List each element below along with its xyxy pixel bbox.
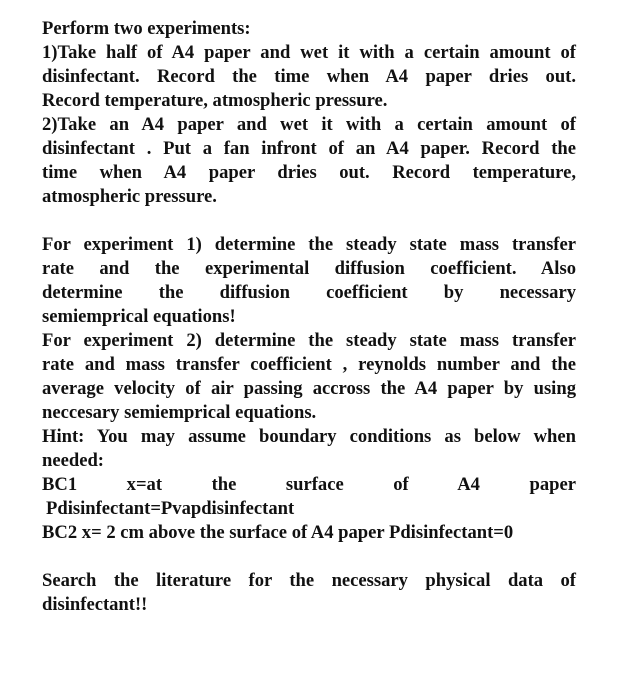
- bc1-line-2: Pdisinfectant=Pvapdisinfectant: [46, 498, 295, 519]
- task1-line-1: For experiment 1) determine the steady state mass transfer: [42, 234, 576, 255]
- exp1-line-2: disinfectant. Record the time when A4 paper dries out.: [42, 66, 576, 87]
- paragraph-gap: [42, 209, 576, 233]
- exp1-line-3: Record temperature, atmospheric pressure.: [42, 90, 388, 111]
- task2-line-4: neccesary semiemprical equations.: [42, 402, 317, 423]
- exp2-line-4: atmospheric pressure.: [42, 186, 217, 207]
- paragraph-gap: [42, 545, 576, 569]
- exp1-line-1: 1)Take half of A4 paper and wet it with a certain amount of: [42, 42, 576, 63]
- task2-line-2: rate and mass transfer coefficient , reynolds number and the: [42, 354, 576, 375]
- hint-line-1: Hint: You may assume boundary conditions as below when: [42, 426, 576, 447]
- task1-line-2: rate and the experimental diffusion coefficient. Also: [42, 258, 576, 279]
- assignment-text: [42, 17, 576, 617]
- hint-line-2: needed:: [42, 450, 104, 471]
- closing-line-1: Search the literature for the necessary physical data of: [42, 570, 576, 591]
- task1-line-4: semiemprical equations!: [42, 306, 236, 327]
- heading-perform-two-experiments: Perform two experiments:: [42, 18, 251, 39]
- task1-line-3: determine the diffusion coefficient by necessary: [42, 282, 576, 303]
- exp2-line-2: disinfectant . Put a fan infront of an A4 paper. Record the: [42, 138, 576, 159]
- task2-line-3: average velocity of air passing accross the A4 paper by using: [42, 378, 576, 399]
- exp2-line-1: 2)Take an A4 paper and wet it with a certain amount of: [42, 114, 576, 135]
- closing-line-2: disinfectant!!: [42, 594, 148, 615]
- exp2-line-3: time when A4 paper dries out. Record temperature,: [42, 162, 576, 183]
- bc1-line-1: BC1 x=at the surface of A4 paper: [42, 474, 576, 495]
- bc2-line: BC2 x= 2 cm above the surface of A4 paper Pdisinfectant=0: [42, 522, 514, 543]
- task2-line-1: For experiment 2) determine the steady state mass transfer: [42, 330, 576, 351]
